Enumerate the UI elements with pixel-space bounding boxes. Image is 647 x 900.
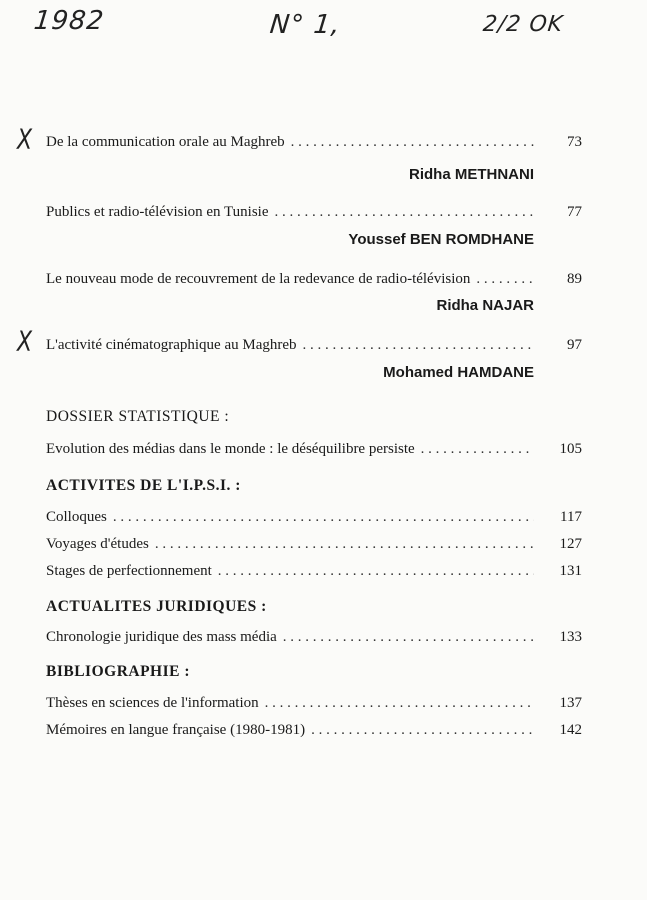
entry-author: Ridha METHNANI: [409, 166, 534, 183]
entry-page: 117: [560, 509, 582, 525]
toc-entry: [46, 562, 582, 580]
entry-title: L'activité cinématographique au Maghreb: [46, 337, 297, 353]
toc-entry: [46, 133, 582, 151]
toc-entry: [46, 694, 582, 712]
dot-leader: [291, 133, 534, 151]
toc-entry: [46, 508, 582, 526]
entry-page: 89: [567, 271, 582, 287]
entry-author: Ridha NAJAR: [436, 297, 534, 314]
entry-page: 73: [567, 134, 582, 150]
entry-author: Youssef BEN ROMDHANE: [348, 231, 534, 248]
entry-title: Colloques: [46, 509, 107, 525]
entry-title: Thèses en sciences de l'information: [46, 695, 259, 711]
entry-title: De la communication orale au Maghreb: [46, 134, 285, 150]
handwritten-reference: 2/2 OK: [481, 12, 565, 37]
dot-leader: [283, 628, 534, 646]
toc-entry: [46, 203, 582, 221]
handwritten-check-mark: X: [17, 326, 33, 359]
section-heading: ACTIVITES DE L'I.P.S.I. :: [46, 477, 241, 494]
dot-leader: [476, 270, 534, 288]
entry-author: Mohamed HAMDANE: [383, 364, 534, 381]
entry-title: Publics et radio-télévision en Tunisie: [46, 204, 269, 220]
entry-page: 127: [559, 536, 582, 552]
dot-leader: [421, 440, 534, 458]
toc-entry: [46, 628, 582, 646]
handwritten-check-mark: X: [17, 124, 33, 157]
dot-leader: [113, 508, 534, 526]
entry-page: 137: [559, 695, 582, 711]
entry-title: Mémoires en langue française (1980-1981): [46, 722, 306, 738]
dot-leader: [155, 535, 534, 553]
handwritten-issue-number: N° 1,: [268, 10, 343, 40]
entry-title: Stages de perfectionnement: [46, 563, 212, 579]
entry-page: 142: [559, 722, 582, 738]
section-heading: BIBLIOGRAPHIE :: [46, 663, 191, 680]
section-heading: ACTUALITES JURIDIQUES :: [46, 598, 267, 615]
toc-entry: [46, 336, 582, 354]
dot-leader: [311, 721, 534, 739]
entry-title: Chronologie juridique des mass média: [46, 629, 277, 645]
entry-page: 105: [559, 441, 582, 457]
toc-entry: [46, 440, 582, 458]
dot-leader: [265, 694, 534, 712]
entry-page: 77: [567, 204, 582, 220]
entry-page: 131: [559, 563, 582, 579]
entry-title: Le nouveau mode de recouvrement de la redevance de radio-télévision: [46, 271, 471, 287]
entry-page: 133: [559, 629, 582, 645]
entry-page: 97: [567, 337, 582, 353]
toc-entry: [46, 270, 582, 288]
dot-leader: [303, 336, 534, 354]
entry-title: Voyages d'études: [46, 536, 149, 552]
toc-entry: [46, 535, 582, 553]
handwritten-year: 1982: [32, 6, 106, 36]
dot-leader: [275, 203, 535, 221]
toc-entry: [46, 721, 582, 739]
entry-title: Evolution des médias dans le monde : le déséquilibre persiste: [46, 441, 415, 457]
section-heading: DOSSIER STATISTIQUE :: [46, 408, 230, 425]
dot-leader: [218, 562, 534, 580]
